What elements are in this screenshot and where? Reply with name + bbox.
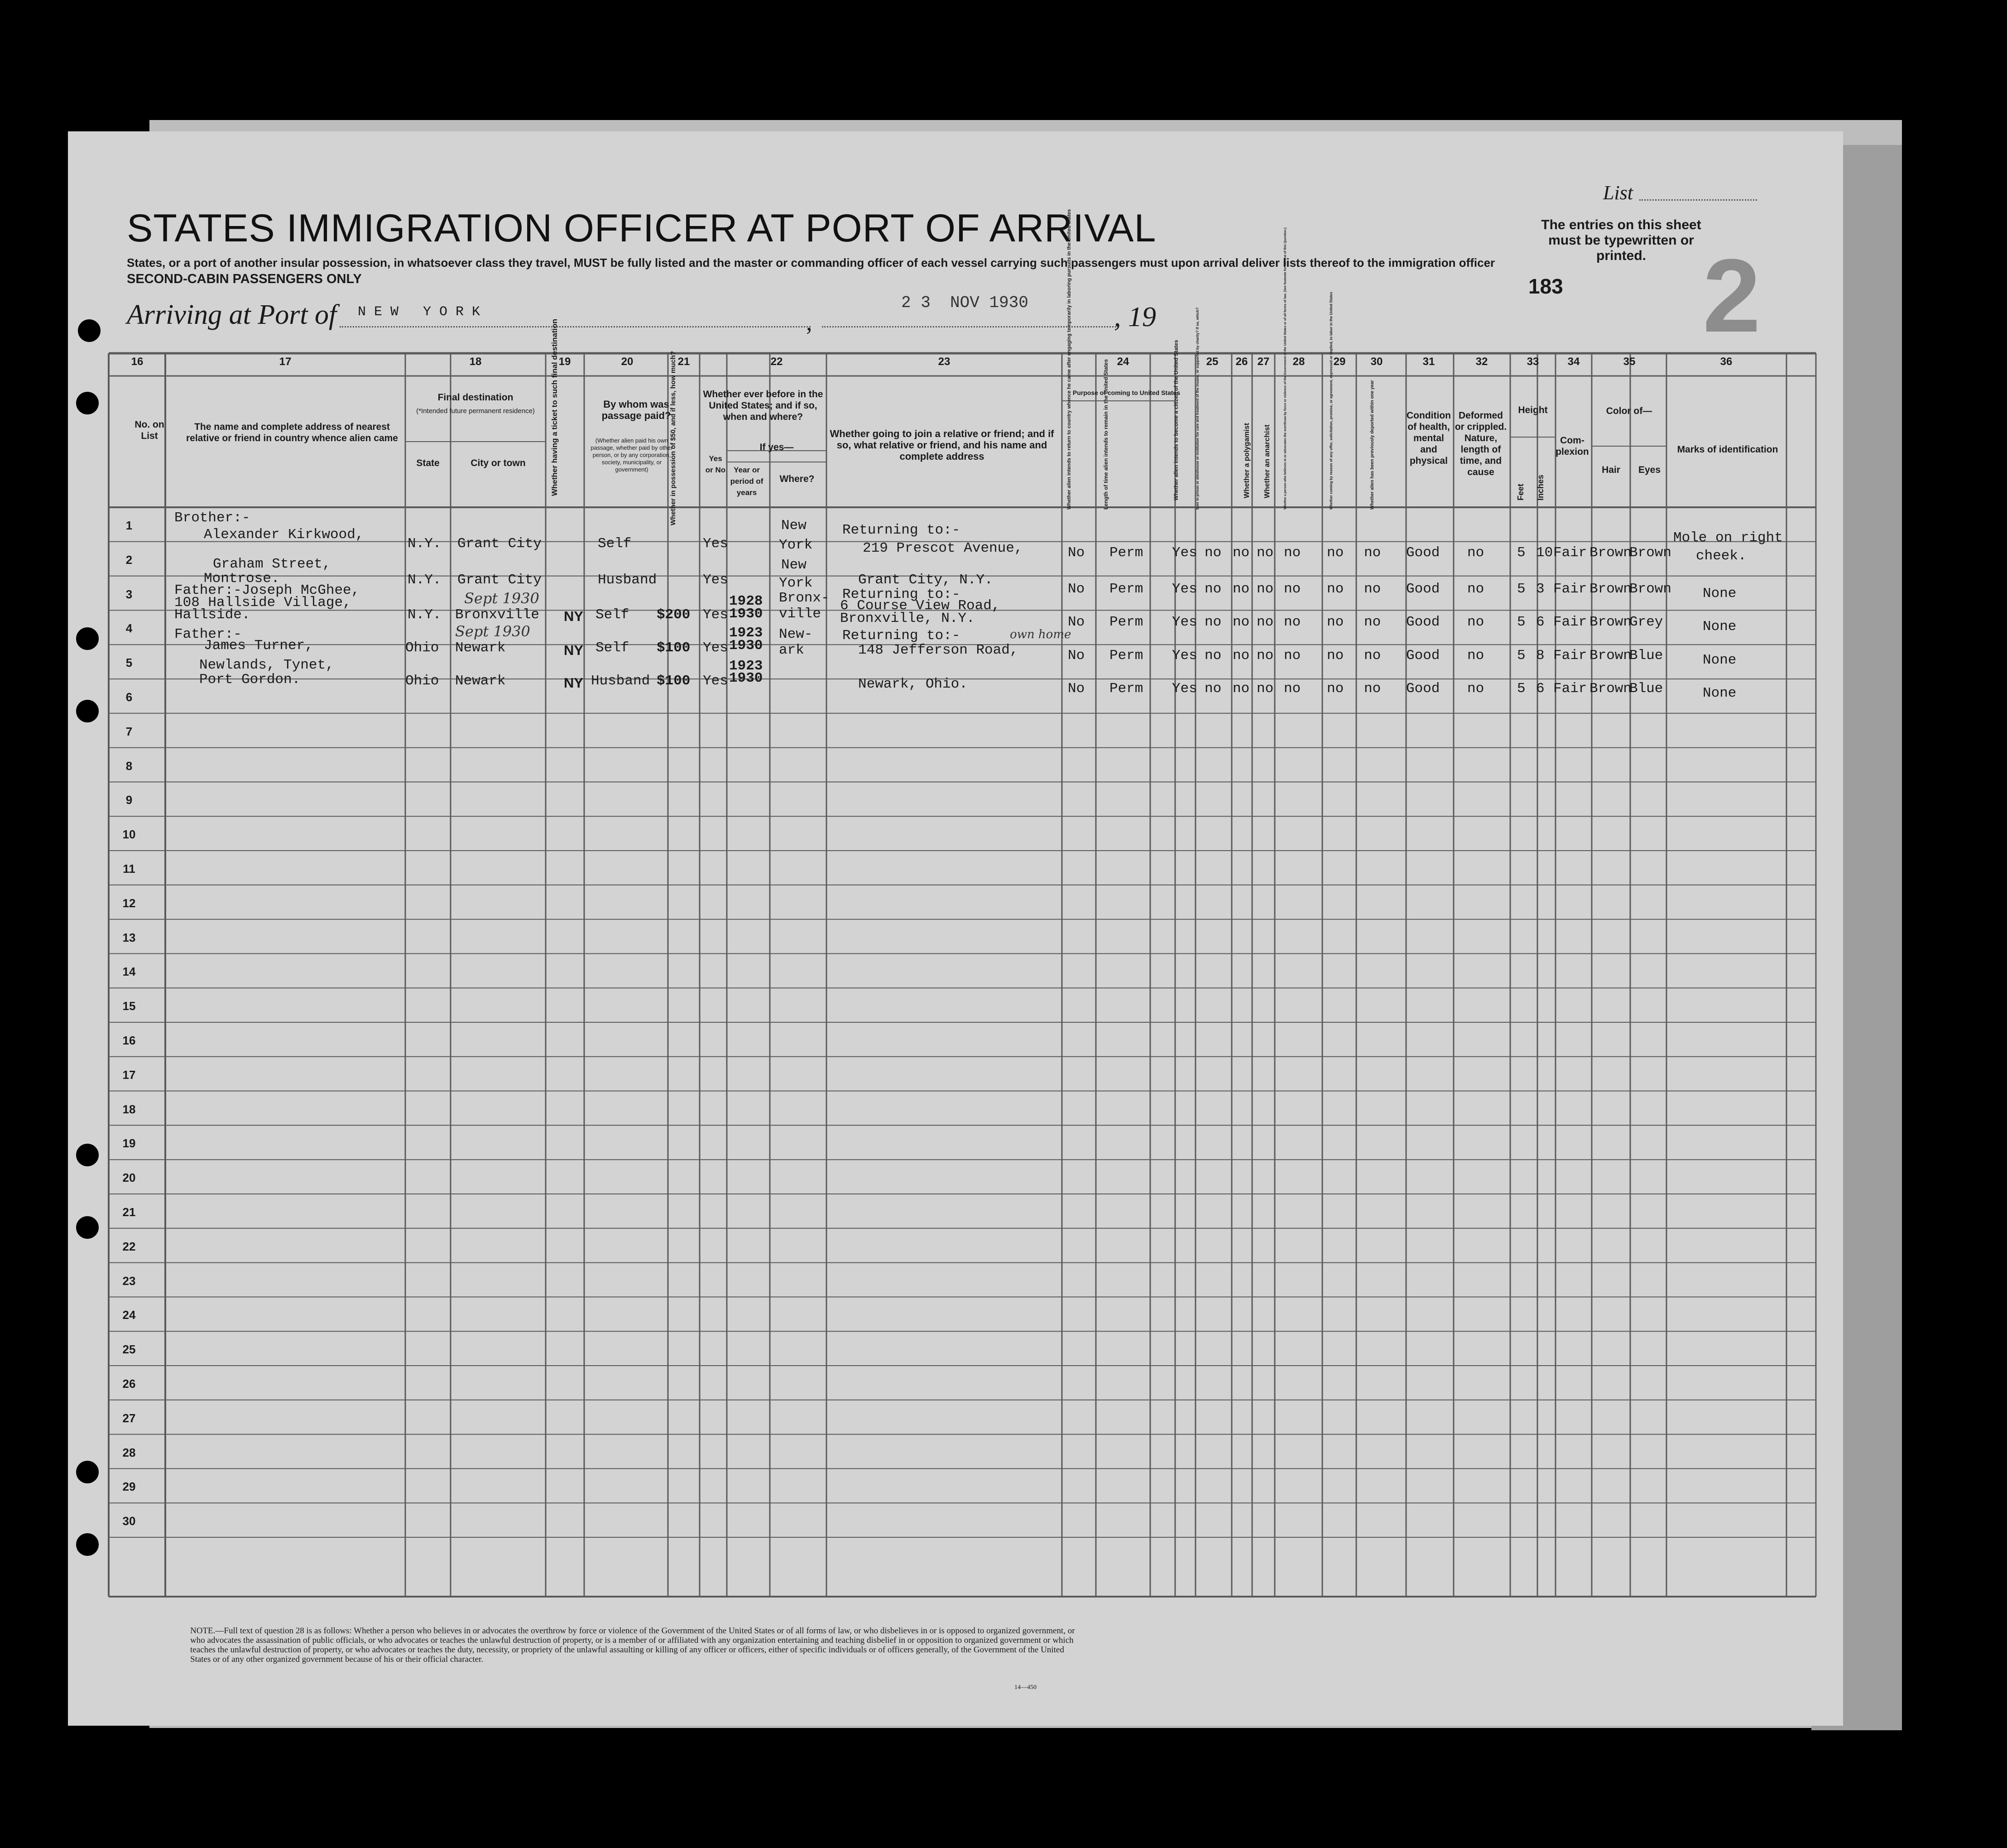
relative-4b: James Turner, <box>204 638 313 654</box>
column-number: 33 <box>1527 356 1539 368</box>
answer-col29: no <box>1327 614 1344 630</box>
row-number: 2 <box>125 553 133 567</box>
health: Good <box>1406 648 1440 664</box>
header-col27: Whether an anarchist <box>1263 424 1271 498</box>
answer-col25: no <box>1205 648 1222 664</box>
relative-5b: Port Gordon. <box>199 672 301 688</box>
answer-col26: no <box>1233 681 1250 697</box>
relative-5a: Newlands, Tynet, <box>199 657 334 673</box>
health: Good <box>1406 681 1440 697</box>
complexion: Fair <box>1553 681 1587 697</box>
header-purpose-a: Whether alien intends to return to country whence he came after engaging temporarily in laboring pursuits in the United States <box>1066 209 1072 510</box>
column-number: 24 <box>1117 356 1129 368</box>
row-number: 10 <box>122 828 136 842</box>
row-number: 26 <box>122 1377 136 1391</box>
before-4: Yes <box>703 640 728 656</box>
health: Good <box>1406 581 1440 597</box>
column-number: 27 <box>1257 356 1270 368</box>
port-value: N E W Y O R K <box>358 304 480 320</box>
complexion: Fair <box>1553 648 1587 664</box>
relative-1a: Brother:- <box>174 510 250 526</box>
port-comma: , <box>806 308 812 336</box>
list-label: List <box>1603 182 1633 204</box>
years-3b: 1930 <box>729 606 763 622</box>
row-number: 11 <box>123 862 135 876</box>
header-eyes: Eyes <box>1638 465 1661 475</box>
year-prefix: , 19 <box>1114 302 1156 332</box>
where-1a: New <box>781 518 807 534</box>
deformed: no <box>1467 545 1484 561</box>
height-inches: 8 <box>1536 648 1545 664</box>
where-3a: Bronx- <box>779 590 830 606</box>
before-5: Yes <box>703 673 728 689</box>
answer-col27: no <box>1257 545 1274 561</box>
answer-col28: no <box>1284 545 1301 561</box>
row-number: 30 <box>122 1514 136 1528</box>
row-number: 19 <box>122 1136 136 1150</box>
answer-col25: no <box>1205 545 1222 561</box>
page-number-small: 183 <box>1528 274 1563 298</box>
answer-col28: no <box>1284 681 1301 697</box>
header-if-yes: If yes— <box>759 442 794 452</box>
answer-col28: no <box>1284 581 1301 597</box>
years-5a: 1923 <box>729 658 763 674</box>
deformed: no <box>1467 681 1484 697</box>
height-inches: 6 <box>1536 681 1545 697</box>
relative-2b: Montrose. <box>204 571 280 587</box>
city-3: Bronxville <box>455 607 540 623</box>
join-line-3: Grant City, N.Y. <box>858 572 993 588</box>
footnote: NOTE.—Full text of question 28 is as follows: Whether a person who believes in or advocates the overthrow by force or violence of the Government of the United States or of all forms of law, or who disbelieves in or is opposed to organized government, or who advocates the assassination of public officials, or who advocates or teaches the unlawful destruction of property, or is a member of or affiliated with any organization entertaining and teaching disbelief in or opposition to organized government or which teaches the unlawful destruction of property, or who advocates or teaches the duty, necessity, or propriety of the unlawful assaulting or killing of any officer or officers, either of specific individuals or of officers generally, of the Government of the United States or of any other organized government because of his or their official character. <box>190 1626 1075 1664</box>
relative-2a: Graham Street, <box>213 556 331 572</box>
form-class-line: SECOND-CABIN PASSENGERS ONLY <box>127 272 362 286</box>
height-inches: 10 <box>1536 545 1553 561</box>
relative-3b: 108 Hallside Village, <box>174 595 351 611</box>
marks: None <box>1703 586 1737 602</box>
row-number: 15 <box>122 999 136 1013</box>
form-instruction-line: States, or a port of another insular possession, in whatsoever class they travel, MUST be fully listed and the master or commanding officer of each vessel carrying such passengers must upon arrival deliver lists thereof to the immigration officer <box>127 256 1495 270</box>
height-feet: 5 <box>1517 681 1526 697</box>
years-4b: 1930 <box>729 638 763 654</box>
header-joining: Whether going to join a relative or friend; and if so, what relative or friend, and his name and complete address <box>830 428 1054 462</box>
purpose-length: Perm <box>1109 581 1143 597</box>
column-number: 21 <box>677 356 690 368</box>
column-number: 34 <box>1567 356 1580 368</box>
marks-1a: Mole on right <box>1673 530 1783 546</box>
header-marks: Marks of identification <box>1677 444 1778 455</box>
purpose-return: No <box>1068 648 1085 664</box>
where-3b: ville <box>779 606 821 622</box>
header-inches: Inches <box>1536 474 1545 500</box>
column-number: 22 <box>770 356 783 368</box>
before-2: Yes <box>703 572 728 588</box>
answer-col29: no <box>1327 581 1344 597</box>
form-number: 14—450 <box>1014 1684 1037 1691</box>
marks: None <box>1703 652 1737 668</box>
purpose-length: Perm <box>1109 648 1143 664</box>
join-line-5: 6 Course View Road, <box>840 598 1000 614</box>
health: Good <box>1406 614 1440 630</box>
row-number: 14 <box>122 965 136 979</box>
answer-col29: no <box>1327 681 1344 697</box>
row-number: 5 <box>125 656 133 670</box>
header-purpose-b: Length of time alien intends to remain in the United States <box>1103 359 1109 510</box>
years-3a: 1928 <box>729 593 763 609</box>
header-height: Height <box>1518 405 1548 415</box>
money-3: $200 <box>657 607 691 623</box>
city-5: Newark <box>455 673 506 689</box>
answer-col30: no <box>1364 648 1381 664</box>
relative-3c: Hallside. <box>174 607 250 623</box>
row-number: 18 <box>122 1102 136 1116</box>
column-number: 29 <box>1333 356 1346 368</box>
handwritten-own-home: own home <box>1010 628 1071 641</box>
city-1: Grant City <box>457 536 542 552</box>
purpose-citizen: Yes <box>1172 545 1197 561</box>
row-number: 24 <box>122 1308 136 1322</box>
header-col29: Whether coming by reason of any offer, solicitation, promise, or agreement, expressed or implied, to labor in the United States <box>1329 292 1333 510</box>
money-5: $100 <box>657 673 691 689</box>
height-feet: 5 <box>1517 581 1526 597</box>
eyes: Blue <box>1629 681 1663 697</box>
where-4a: New- <box>779 626 813 642</box>
date-stamp: 2 3 NOV 1930 <box>901 294 1028 312</box>
row-number: 20 <box>122 1171 136 1185</box>
answer-col28: no <box>1284 614 1301 630</box>
join-line-6: Bronxville, N.Y. <box>840 611 975 626</box>
eyes: Brown <box>1629 545 1672 561</box>
state-3: N.Y. <box>408 607 442 623</box>
answer-col29: no <box>1327 545 1344 561</box>
relative-3a: Father:-Joseph McGhee, <box>174 582 360 598</box>
eyes: Blue <box>1629 648 1663 664</box>
height-feet: 5 <box>1517 545 1526 561</box>
row-number: 8 <box>125 759 133 773</box>
marks: None <box>1703 685 1737 701</box>
column-number: 19 <box>558 356 571 368</box>
answer-col28: no <box>1284 648 1301 664</box>
ticket-4: NY <box>564 642 584 658</box>
handwritten-sept-1930-a: Sept 1930 <box>464 590 539 607</box>
join-line-1: Returning to:- <box>842 522 960 538</box>
before-1: Yes <box>703 536 728 552</box>
answer-col30: no <box>1364 681 1381 697</box>
row-number: 12 <box>122 896 136 910</box>
arriving-label: Arriving at Port of <box>127 299 337 330</box>
join-line-2: 219 Prescot Avenue, <box>863 540 1023 556</box>
column-number: 17 <box>279 356 292 368</box>
join-line-9: Newark, Ohio. <box>858 676 968 692</box>
paid-2: Husband <box>598 572 657 588</box>
years-5b: 1930 <box>729 670 763 686</box>
form-title: STATES IMMIGRATION OFFICER AT PORT OF ARRIVAL <box>127 207 1157 250</box>
row-number: 16 <box>122 1034 136 1047</box>
header-purpose-c: Whether alien intends to become a citizen of the United States <box>1173 340 1179 500</box>
answer-col27: no <box>1257 648 1274 664</box>
where-2a: New <box>781 557 807 573</box>
eyes: Grey <box>1629 614 1663 630</box>
hair: Brown <box>1589 614 1632 630</box>
row-number: 1 <box>125 519 133 532</box>
state-5: Ohio <box>405 673 439 689</box>
purpose-citizen: Yes <box>1172 581 1197 597</box>
deformed: no <box>1467 581 1484 597</box>
paid-3: Self <box>595 607 629 623</box>
answer-col25: no <box>1205 614 1222 630</box>
answer-col30: no <box>1364 545 1381 561</box>
relative-4a: Father:- <box>174 626 242 642</box>
column-number: 28 <box>1292 356 1305 368</box>
row-number: 25 <box>122 1343 136 1357</box>
answer-col25: no <box>1205 581 1222 597</box>
answer-col30: no <box>1364 581 1381 597</box>
row-number: 9 <box>125 793 133 807</box>
column-number: 25 <box>1206 356 1219 368</box>
handwritten-sept-1930-b: Sept 1930 <box>455 623 530 640</box>
column-number: 31 <box>1422 356 1435 368</box>
row-number: 28 <box>122 1445 136 1459</box>
where-1b: York <box>779 537 813 553</box>
marks: None <box>1703 619 1737 635</box>
header-before: Whether ever before in the United States; and if so, when and where? <box>703 389 823 422</box>
state-4: Ohio <box>405 640 439 656</box>
header-passage: By whom was passage paid? <box>601 399 671 421</box>
answer-col26: no <box>1233 581 1250 597</box>
column-number: 16 <box>131 356 144 368</box>
row-number: 21 <box>122 1205 136 1219</box>
page-number-big: 2 <box>1703 237 1761 354</box>
header-ticket: Whether having a ticket to such final destination <box>550 318 559 496</box>
deformed: no <box>1467 614 1484 630</box>
row-number: 13 <box>122 930 136 944</box>
header-no-on-list: No. on List <box>134 419 164 441</box>
header-state: State <box>416 458 440 468</box>
row-number: 23 <box>122 1274 136 1288</box>
row-number: 4 <box>125 621 133 635</box>
where-2b: York <box>779 575 813 591</box>
answer-col27: no <box>1257 681 1274 697</box>
header-purpose: Purpose of coming to United States <box>1072 389 1181 396</box>
where-4b: ark <box>779 642 804 658</box>
relative-1b: Alexander Kirkwood, <box>204 527 364 543</box>
column-number: 23 <box>938 356 951 368</box>
hair: Brown <box>1589 681 1632 697</box>
years-4a: 1923 <box>729 625 763 641</box>
header-where: Where? <box>779 474 815 484</box>
header-relative: The name and complete address of nearest relative or friend in country whence alien came <box>186 422 398 443</box>
row-number: 6 <box>125 690 133 704</box>
purpose-return: No <box>1068 581 1085 597</box>
health: Good <box>1406 545 1440 561</box>
marks-1b: cheek. <box>1696 548 1747 564</box>
column-number: 32 <box>1475 356 1488 368</box>
join-line-8: 148 Jefferson Road, <box>858 642 1018 658</box>
header-city: City or town <box>471 458 526 468</box>
column-number: 18 <box>469 356 482 368</box>
complexion: Fair <box>1553 614 1587 630</box>
answer-col30: no <box>1364 614 1381 630</box>
purpose-return: No <box>1068 681 1085 697</box>
state-1: N.Y. <box>408 536 442 552</box>
header-col28: Whether a person who believes in or advocates the overthrow by force or violence of the Government of the United States or of all forms of law. (See footnote for full text of this Question.) <box>1284 227 1287 510</box>
purpose-citizen: Yes <box>1172 648 1197 664</box>
header-passage-sub: (Whether alien paid his own passage, whether paid by other person, or by any corporation, society, municipality, or government) <box>591 437 673 473</box>
answer-col26: no <box>1233 614 1250 630</box>
ticket-5: NY <box>564 675 584 691</box>
row-number: 22 <box>122 1239 136 1253</box>
answer-col26: no <box>1233 545 1250 561</box>
paid-1: Self <box>598 536 632 552</box>
header-condition: Condition of health, mental and physical <box>1407 410 1451 466</box>
complexion: Fair <box>1553 545 1587 561</box>
header-possession: Whether in possession of $50, and if less, how much? <box>669 351 677 525</box>
city-4: Newark <box>455 640 506 656</box>
height-feet: 5 <box>1517 648 1526 664</box>
height-inches: 3 <box>1536 581 1545 597</box>
purpose-return: No <box>1068 545 1085 561</box>
header-col26: Whether a polygamist <box>1243 423 1251 498</box>
row-number: 29 <box>122 1480 136 1494</box>
header-yes-no: Yes or No <box>705 454 726 474</box>
hair: Brown <box>1589 581 1632 597</box>
column-number: 36 <box>1720 356 1733 368</box>
column-number: 35 <box>1623 356 1636 368</box>
answer-col27: no <box>1257 614 1274 630</box>
row-number: 3 <box>125 587 133 601</box>
state-2: N.Y. <box>408 572 442 588</box>
purpose-return: No <box>1068 614 1085 630</box>
paid-4: Self <box>595 640 629 656</box>
column-number: 20 <box>621 356 634 368</box>
answer-col26: no <box>1233 648 1250 664</box>
before-3: Yes <box>703 607 728 623</box>
header-feet: Feet <box>1516 483 1525 500</box>
purpose-length: Perm <box>1109 614 1143 630</box>
header-col25: Ever in prison or almshouse or institution for care and treatment of the insane, or supported by charity? If so, which? <box>1196 307 1200 510</box>
purpose-citizen: Yes <box>1172 614 1197 630</box>
purpose-length: Perm <box>1109 681 1143 697</box>
city-2: Grant City <box>457 572 542 588</box>
row-number: 17 <box>122 1068 136 1082</box>
deformed: no <box>1467 648 1484 664</box>
header-color-of: Color of— <box>1606 406 1652 416</box>
typewritten-note: The entries on this sheet must be typewritten or printed. <box>1541 217 1701 263</box>
header-final-destination-sub: (*Intended future permanent residence) <box>416 407 535 415</box>
answer-col29: no <box>1327 648 1344 664</box>
hair: Brown <box>1589 545 1632 561</box>
header-year-period: Year or period of years <box>730 466 763 497</box>
hair: Brown <box>1589 648 1632 664</box>
row-number: 27 <box>122 1411 136 1425</box>
purpose-length: Perm <box>1109 545 1143 561</box>
answer-col25: no <box>1205 681 1222 697</box>
money-4: $100 <box>657 640 691 656</box>
height-feet: 5 <box>1517 614 1526 630</box>
answer-col27: no <box>1257 581 1274 597</box>
complexion: Fair <box>1553 581 1587 597</box>
join-line-4: Returning to:- <box>842 587 960 602</box>
eyes: Brown <box>1629 581 1672 597</box>
column-number: 26 <box>1235 356 1248 368</box>
ticket-3: NY <box>564 608 584 624</box>
header-final-destination: Final destination <box>437 392 514 403</box>
purpose-citizen: Yes <box>1172 681 1197 697</box>
header-complexion: Com- plexion <box>1556 435 1589 457</box>
header-deformed: Deformed or crippled. Nature, length of time, and cause <box>1455 410 1507 477</box>
header-hair: Hair <box>1602 465 1620 475</box>
header-col30: Whether alien has been previously deported within one year <box>1370 380 1375 510</box>
row-number: 7 <box>125 724 133 738</box>
column-number: 30 <box>1370 356 1383 368</box>
height-inches: 6 <box>1536 614 1545 630</box>
paid-5: Husband <box>591 673 650 689</box>
join-line-7: Returning to:- <box>842 628 960 644</box>
